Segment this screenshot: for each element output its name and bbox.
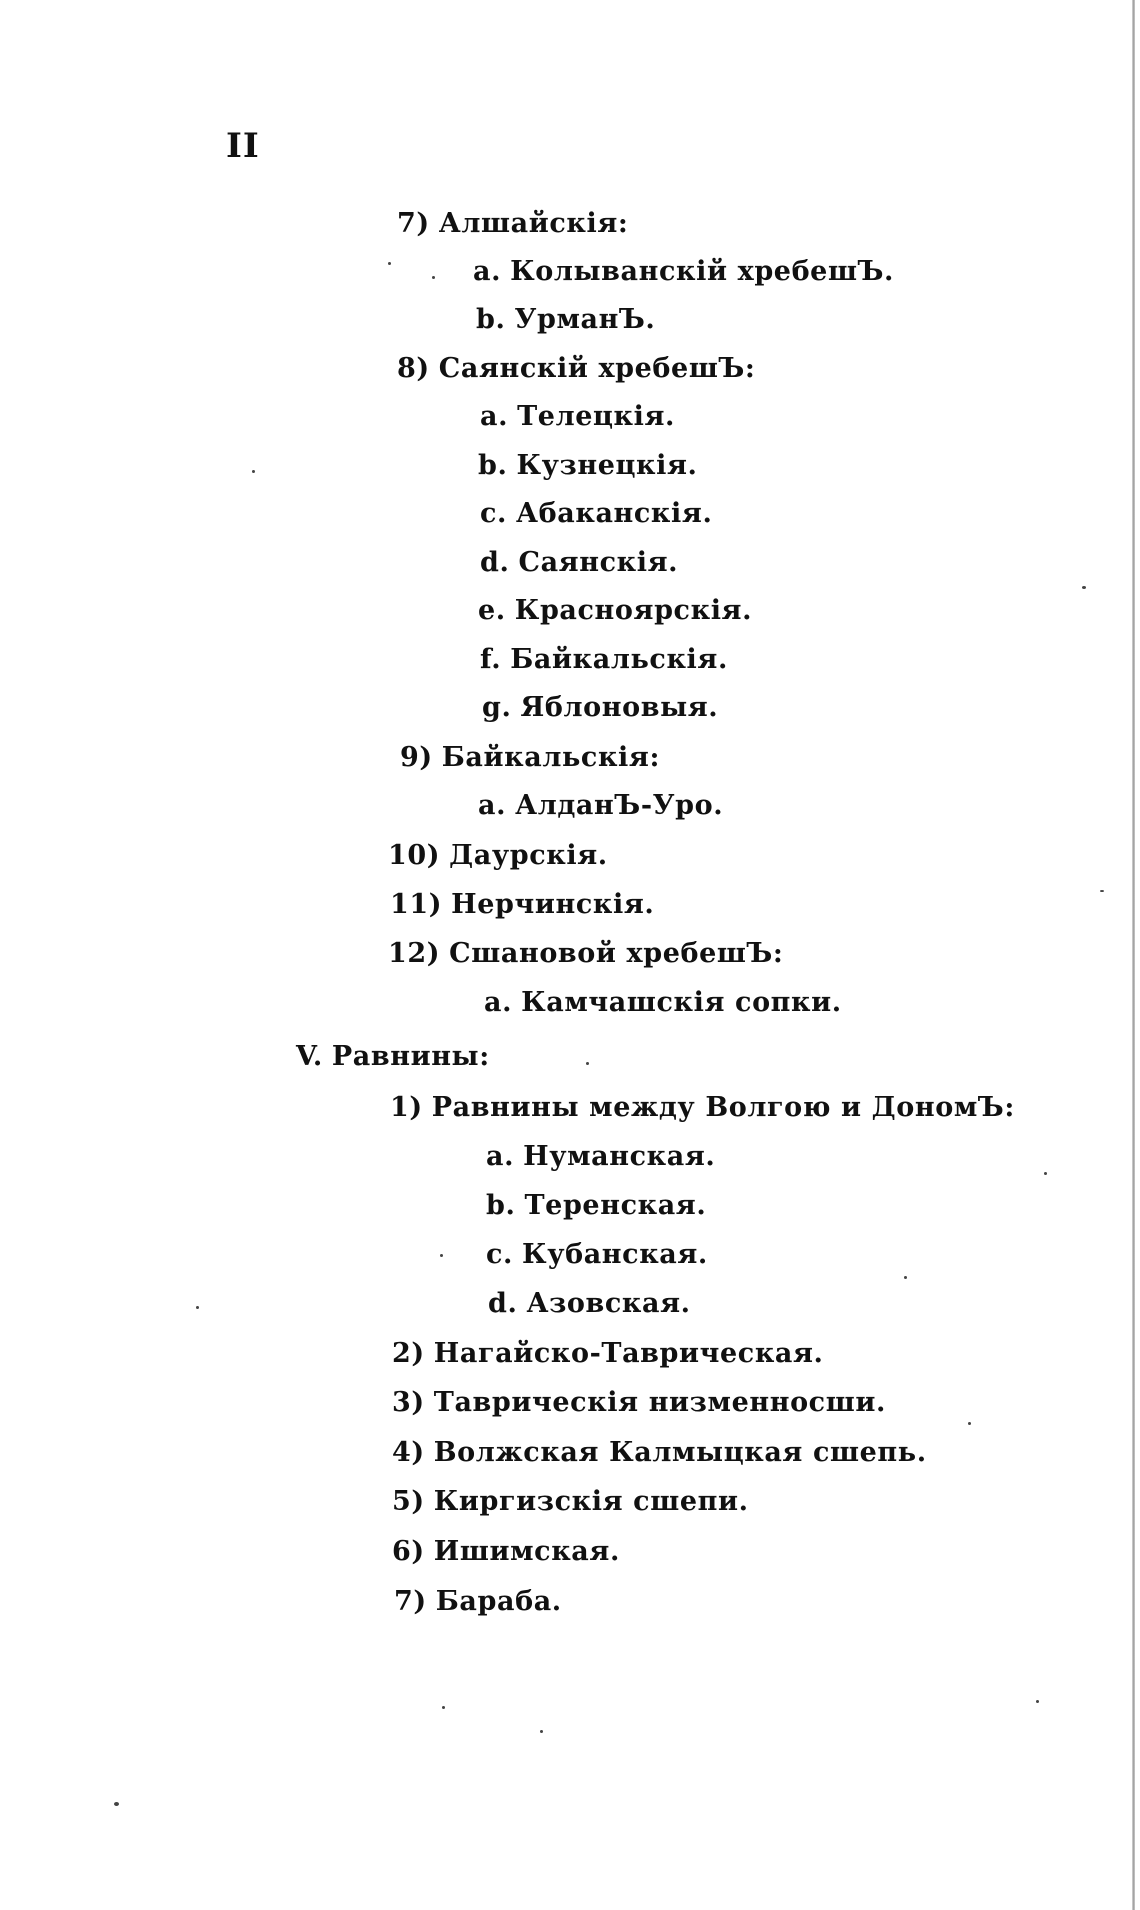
item-text: Киргизскія сшепи.: [433, 1486, 749, 1517]
scan-speck: [904, 1276, 907, 1279]
list-item: [480, 500, 712, 527]
scan-speck: [252, 470, 255, 473]
item-marker: 7): [394, 1586, 427, 1617]
item-marker: 5): [392, 1486, 425, 1517]
list-item: [392, 1340, 824, 1367]
item-marker: e.: [478, 595, 506, 626]
item-text: Бараба.: [435, 1586, 562, 1617]
item-marker: b.: [478, 450, 508, 481]
section-title: Равнины:: [331, 1041, 490, 1072]
scan-speck: [114, 1802, 119, 1806]
item-text: Нерчинскія.: [451, 889, 655, 920]
list-item: [392, 1488, 749, 1515]
item-text: Азовская.: [526, 1288, 691, 1319]
scan-speck: [1044, 1172, 1047, 1175]
section-heading: [296, 1043, 490, 1070]
item-text: Ишимская.: [433, 1536, 620, 1567]
page-edge-shadow: [1132, 0, 1135, 1910]
item-text: АлданЪ-Уро.: [515, 790, 724, 821]
list-item: [480, 403, 675, 430]
scan-speck: [388, 262, 391, 265]
list-item: [480, 549, 678, 576]
list-item: [392, 1538, 620, 1565]
item-text: Волжская Калмыцкая сшепь.: [433, 1437, 927, 1468]
item-marker: a.: [473, 256, 502, 287]
list-item: [397, 210, 628, 237]
list-item: [388, 940, 783, 967]
item-text: Нуманская.: [523, 1141, 716, 1172]
list-item: [390, 1094, 1015, 1121]
item-marker: c.: [480, 498, 508, 529]
item-text: Сшановой хребешЪ:: [449, 938, 784, 969]
scan-speck: [1036, 1700, 1039, 1703]
item-marker: a.: [478, 790, 507, 821]
list-item: [476, 306, 655, 333]
item-marker: a.: [484, 987, 513, 1018]
item-text: Таврическія низменносши.: [433, 1387, 886, 1418]
item-text: Саянскія.: [518, 547, 679, 578]
scan-speck: [442, 1706, 445, 1709]
list-item: [397, 355, 755, 382]
list-item: [478, 452, 698, 479]
item-text: Байкальскія.: [510, 644, 728, 675]
item-marker: 4): [392, 1437, 425, 1468]
list-item: [394, 1588, 562, 1615]
item-text: Байкальскія:: [441, 742, 661, 773]
item-marker: 3): [392, 1387, 425, 1418]
item-text: Алшайскія:: [438, 208, 629, 239]
item-text: Равнины между Волгою и ДономЪ:: [431, 1092, 1015, 1123]
item-marker: 7): [397, 208, 430, 239]
item-text: Яблоновыя.: [520, 692, 719, 723]
item-marker: a.: [480, 401, 509, 432]
item-marker: c.: [486, 1239, 514, 1270]
item-marker: 9): [400, 742, 433, 773]
item-text: Камчашскія сопки.: [521, 987, 842, 1018]
item-text: Телецкія.: [517, 401, 676, 432]
list-item: [478, 792, 723, 819]
item-marker: 8): [397, 353, 430, 384]
scan-speck: [196, 1306, 199, 1309]
item-text: Даурскія.: [449, 840, 608, 871]
list-item: [473, 258, 894, 285]
scan-speck: [968, 1422, 971, 1425]
list-item: [486, 1192, 706, 1219]
item-text: Нагайско-Таврическая.: [433, 1338, 824, 1369]
item-text: УрманЪ.: [514, 304, 656, 335]
item-marker: 6): [392, 1536, 425, 1567]
item-text: Кубанская.: [522, 1239, 708, 1270]
item-text: Теренская.: [524, 1190, 707, 1221]
scan-speck: [440, 1254, 443, 1257]
item-marker: 12): [388, 938, 441, 969]
item-text: Саянскій хребешЪ:: [438, 353, 756, 384]
list-item: [482, 694, 718, 721]
item-marker: f.: [480, 644, 502, 675]
item-marker: 10): [388, 840, 441, 871]
item-text: Абаканскія.: [516, 498, 713, 529]
list-item: [390, 891, 654, 918]
list-item: [400, 744, 660, 771]
list-item: [480, 646, 728, 673]
scan-speck: [1082, 586, 1086, 589]
item-text: Кузнецкія.: [516, 450, 698, 481]
item-marker: b.: [476, 304, 506, 335]
list-item: [392, 1439, 927, 1466]
item-marker: d.: [488, 1288, 518, 1319]
scan-speck: [586, 1062, 589, 1065]
item-marker: b.: [486, 1190, 516, 1221]
page-number: II: [226, 126, 260, 166]
list-item: [486, 1241, 708, 1268]
section-marker: V.: [296, 1041, 323, 1072]
item-marker: 2): [392, 1338, 425, 1369]
item-marker: g.: [482, 692, 512, 723]
list-item: [488, 1290, 691, 1317]
list-item: [484, 989, 842, 1016]
list-item: [388, 842, 608, 869]
scan-speck: [1100, 890, 1104, 892]
list-item: [486, 1143, 715, 1170]
list-item: [478, 597, 752, 624]
scan-speck: [540, 1730, 543, 1733]
item-marker: a.: [486, 1141, 515, 1172]
item-marker: d.: [480, 547, 510, 578]
item-text: Колыванскій хребешЪ.: [510, 256, 895, 287]
item-marker: 1): [390, 1092, 423, 1123]
item-marker: 11): [390, 889, 443, 920]
item-text: Красноярскія.: [514, 595, 753, 626]
scan-speck: [432, 276, 435, 279]
list-item: [392, 1389, 886, 1416]
